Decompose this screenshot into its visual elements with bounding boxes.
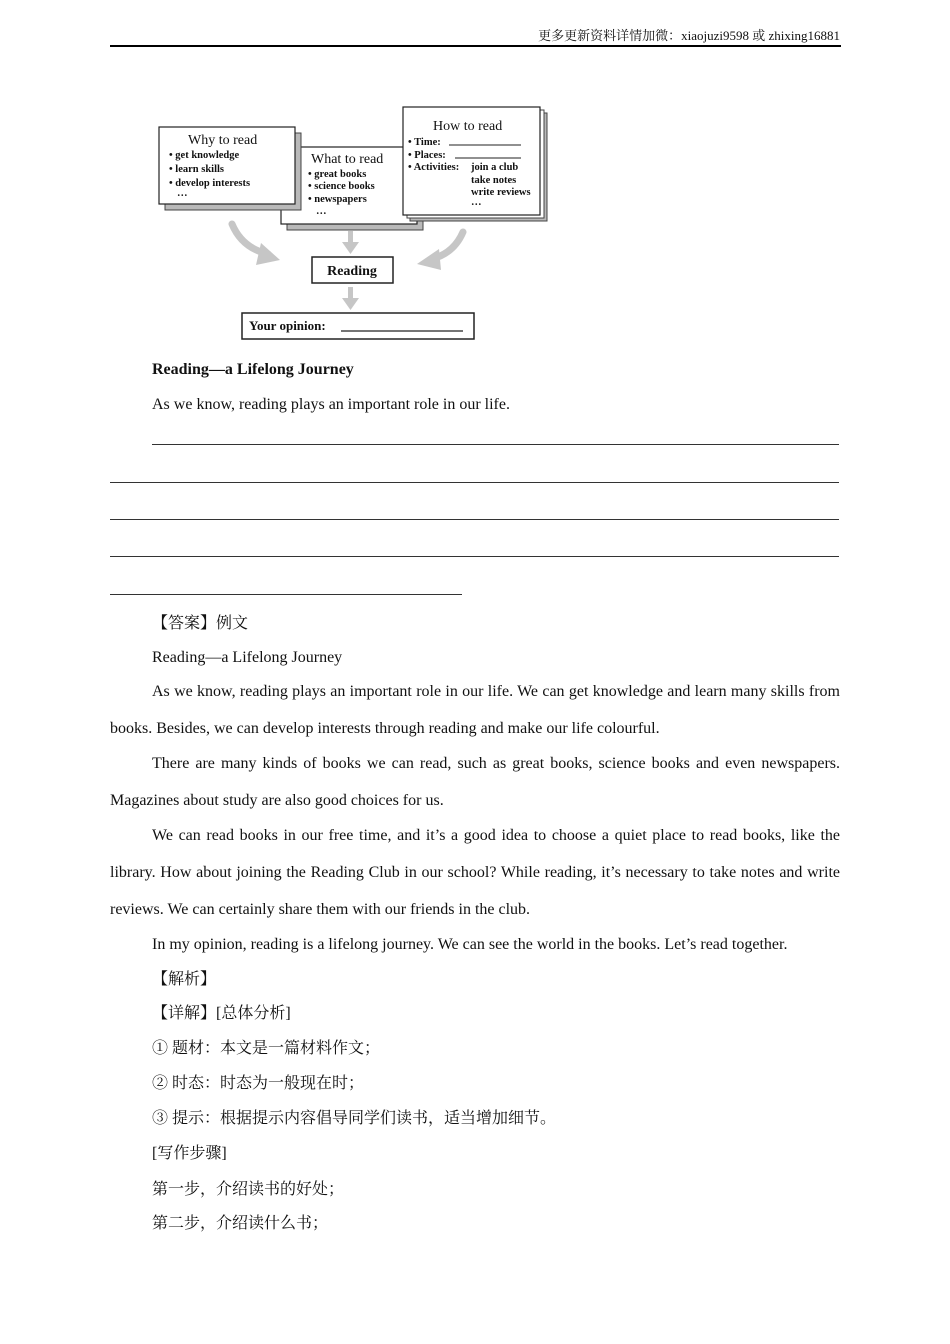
answer-blank-line-2 bbox=[110, 482, 839, 483]
lower-arrow-shaft bbox=[348, 287, 353, 299]
why-item-4: … bbox=[177, 188, 188, 199]
why-item-2: • learn skills bbox=[169, 164, 225, 175]
answer-title: Reading—a Lifelong Journey bbox=[152, 649, 343, 666]
why-to-read-card bbox=[159, 127, 301, 210]
what-to-read-card bbox=[281, 147, 423, 230]
reading-diagram bbox=[150, 100, 560, 348]
what-item-1: • great books bbox=[308, 169, 367, 180]
how-activity-4: … bbox=[471, 197, 482, 208]
writing-step-1: 第一步，介绍读书的好处； bbox=[152, 1181, 345, 1198]
analysis-point-2: ② 时态：时态为一般现在时； bbox=[152, 1075, 365, 1092]
writing-step-2: 第二步，介绍读什么书； bbox=[152, 1215, 329, 1232]
answer-label: 【答案】例文 bbox=[152, 615, 249, 632]
why-item-1: • get knowledge bbox=[169, 150, 240, 161]
middle-arrowhead bbox=[342, 242, 359, 254]
analysis-point-3: ③ 提示：根据提示内容倡导同学们读书，适当增加细节。 bbox=[152, 1110, 557, 1127]
opinion-label: Your opinion: bbox=[249, 318, 326, 333]
what-title: What to read bbox=[311, 152, 384, 167]
answer-paragraph-4: In my opinion, reading is a lifelong journey. We can see the world in the books. Let’s read together. bbox=[152, 936, 788, 953]
page-header: 更多更新资料详情加微：xiaojuzi9598 或 zhixing16881 bbox=[538, 28, 840, 43]
answer-blank-line-4 bbox=[110, 556, 839, 557]
how-activity-1: join a club bbox=[471, 162, 519, 173]
answer-paragraph-1: As we know, reading plays an important role in our life. We can get knowledge and learn many skills from books. Besides, we can develop interests through reading and make our life colourful. bbox=[110, 683, 840, 737]
writing-steps-label: [写作步骤] bbox=[152, 1145, 227, 1162]
answer-paragraph-2: There are many kinds of books we can read, such as great books, science books and even newspapers. Magazines about study are also good choices for us. bbox=[110, 755, 840, 809]
analysis-point-1: ① 题材：本文是一篇材料作文； bbox=[152, 1040, 381, 1057]
how-activity-2: take notes bbox=[471, 175, 517, 186]
what-item-4: … bbox=[316, 206, 327, 217]
essay-opening: As we know, reading plays an important role in our life. bbox=[152, 396, 510, 413]
answer-blank-line-5 bbox=[110, 594, 462, 595]
answer-blank-line-3 bbox=[110, 519, 839, 520]
answer-paragraph-3: We can read books in our free time, and it’s a good idea to choose a quiet place to read books, like the library. How about joining the Reading Club in our school? While reading, it’s necessary to take notes and write reviews. We can certainly share them with our friends in the club. bbox=[110, 827, 840, 918]
essay-title: Reading—a Lifelong Journey bbox=[152, 361, 354, 378]
what-item-2: • science books bbox=[308, 181, 375, 192]
how-time: • Time: bbox=[408, 137, 441, 148]
why-item-3: • develop interests bbox=[169, 178, 251, 189]
answer-blank-line-1 bbox=[152, 444, 839, 445]
how-places: • Places: bbox=[408, 150, 446, 161]
lower-arrowhead bbox=[342, 298, 359, 310]
left-arrowhead bbox=[256, 243, 280, 265]
how-to-read-card bbox=[403, 107, 547, 221]
how-title: How to read bbox=[433, 119, 503, 134]
header-rule bbox=[110, 45, 841, 47]
why-title: Why to read bbox=[188, 133, 258, 148]
analysis-detail: 【详解】[总体分析] bbox=[152, 1005, 291, 1022]
what-item-3: • newspapers bbox=[308, 194, 367, 205]
analysis-label: 【解析】 bbox=[152, 971, 217, 988]
how-activity-3: write reviews bbox=[471, 187, 531, 198]
right-arrowhead bbox=[417, 249, 441, 270]
reading-label: Reading bbox=[327, 264, 377, 279]
how-activities: • Activities: bbox=[408, 162, 460, 173]
